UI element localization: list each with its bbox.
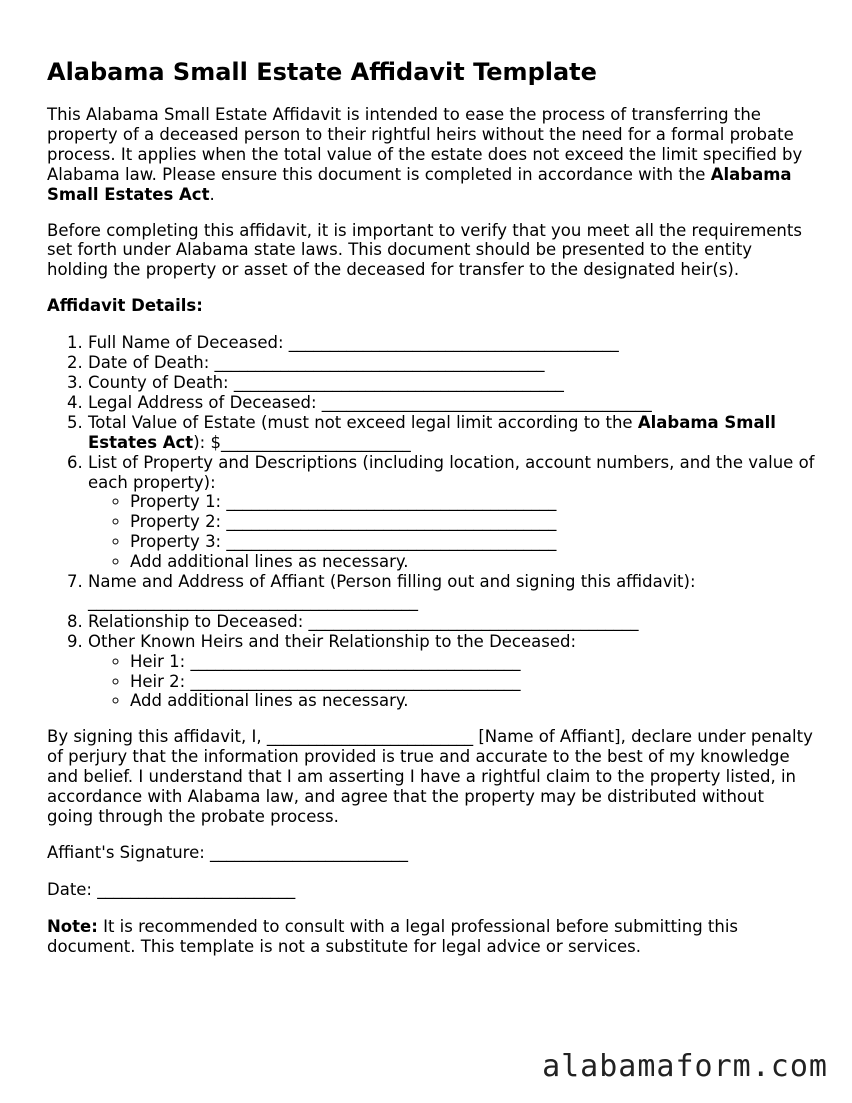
list-item-date-of-death: 2. Date of Death: ________________________________________: [88, 353, 815, 373]
property-1: ◦ Property 1: ________________________________________: [130, 492, 815, 512]
list-item-heirs: [88, 632, 815, 712]
intro-paragraph: [47, 105, 815, 205]
details-heading: Affidavit Details:: [47, 296, 203, 316]
heirs-sublist: [88, 652, 815, 712]
list-item-affiant: 7. Name and Address of Affiant (Person filling out and signing this affidavit): ________________________________________: [88, 572, 815, 612]
list-item-relationship: 8. Relationship to Deceased: ________________________________________: [88, 612, 815, 632]
list-item-legal-address: 4. Legal Address of Deceased: ________________________________________: [88, 393, 815, 413]
note-text: It is recommended to consult with a legal professional before submitting this document. This template is not a substitute for legal advice or services.: [47, 916, 739, 956]
before-paragraph: Before completing this affidavit, it is important to verify that you meet all the requirements set forth under Alabama state laws. This document should be presented to the entity holding the property or asset of the deceased for transfer to the designated heir(s).: [47, 220, 802, 280]
declaration-paragraph: By signing this affidavit, I, _________________________ [Name of Affiant], declare under penalty of perjury that the information provided is true and accurate to the best of my knowledge and belief. I understand that I am asserting I have a rightful claim to the property listed, in accordance with Alabama law, and agree that the property may be distributed without going through the probate process.: [47, 727, 813, 826]
intro-act-name: Alabama Small Estates Act: [47, 164, 792, 204]
total-value-text: Total Value of Estate (must not exceed legal limit according to the: [88, 412, 638, 432]
heir-2: ◦ Heir 2: ________________________________________: [130, 672, 815, 692]
property-2: ◦ Property 2: ________________________________________: [130, 512, 815, 532]
note-paragraph: [47, 917, 815, 957]
heir-more: ◦ Add additional lines as necessary.: [130, 691, 815, 711]
property-list-text: List of Property and Descriptions (including location, account numbers, and the value of each property):: [88, 452, 815, 492]
note-label: Note:: [47, 916, 98, 936]
date-line: Date: ________________________: [47, 879, 296, 899]
list-item-county: 3. County of Death: ________________________________________: [88, 373, 815, 393]
document-page: [47, 56, 815, 973]
list-item-total-value: [88, 413, 815, 453]
list-item-full-name: 1. Full Name of Deceased: ________________________________________: [88, 333, 815, 353]
property-3: ◦ Property 3: ________________________________________: [130, 532, 815, 552]
details-list: [47, 333, 815, 711]
property-more: ◦ Add additional lines as necessary.: [130, 552, 815, 572]
list-item-property-list: [88, 453, 815, 572]
total-value-act-name: Alabama Small Estates Act: [88, 412, 776, 452]
total-value-blank: ): $_______________________: [193, 432, 411, 452]
heir-1: ◦ Heir 1: ________________________________________: [130, 652, 815, 672]
signature-line: Affiant's Signature: ________________________: [47, 842, 409, 862]
intro-end: .: [209, 184, 215, 204]
footer-brand-watermark: alabamaform.com: [542, 1049, 828, 1084]
intro-text: This Alabama Small Estate Affidavit is intended to ease the process of transferring the property of a deceased person to their rightful heirs without the need for a formal probate process. It applies when the total value of the estate does not exceed the limit specified by Alabama law. Please ensure this document is completed in accordance with the: [47, 105, 803, 184]
document-title: Alabama Small Estate Affidavit Template: [47, 58, 597, 86]
property-sublist: [88, 492, 815, 572]
heirs-text: Other Known Heirs and their Relationship to the Deceased:: [88, 631, 577, 651]
